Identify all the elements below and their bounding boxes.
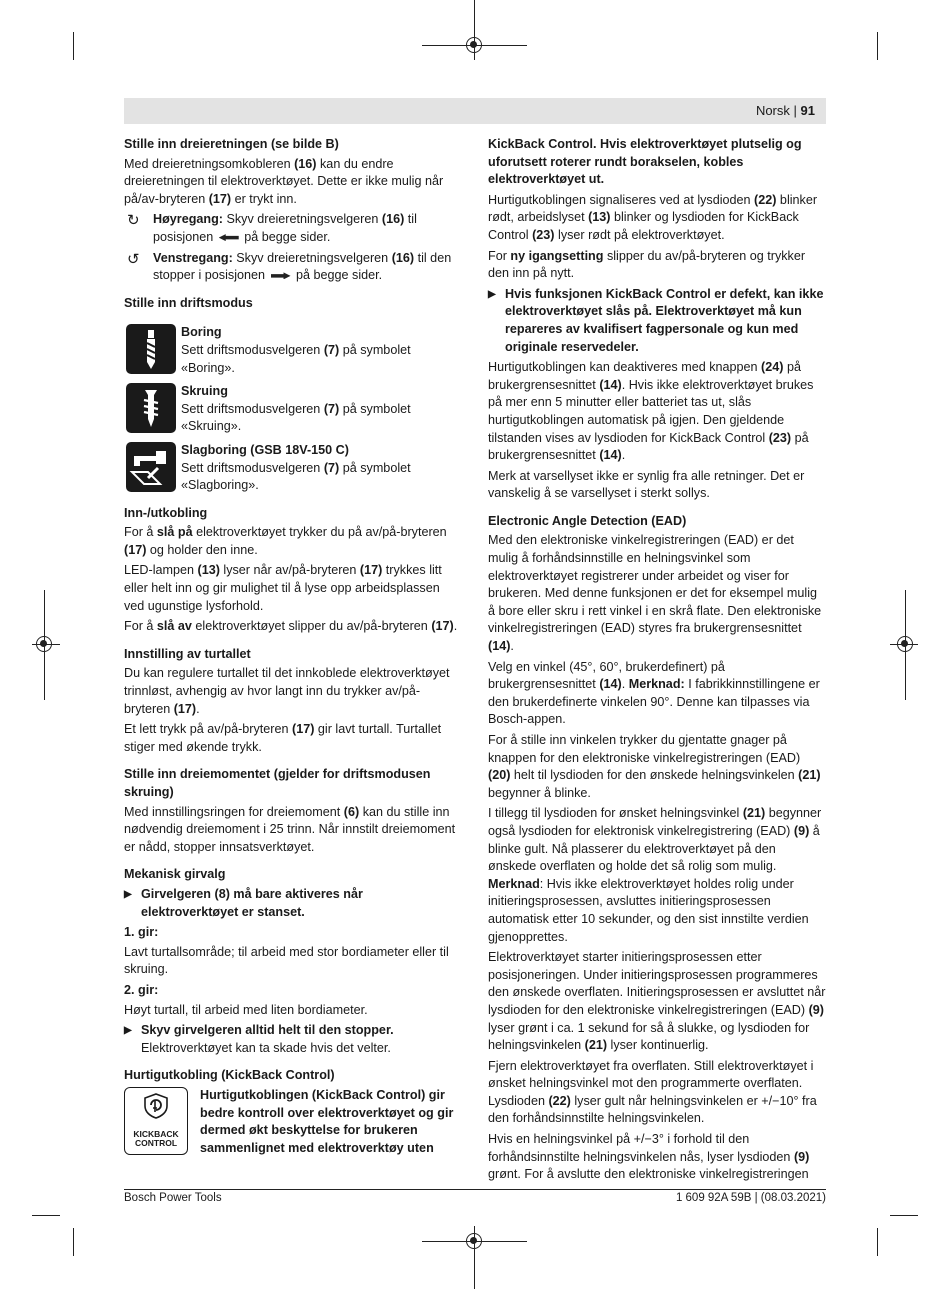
warning-bullet [124, 1022, 461, 1057]
text-run: (9) [793, 1149, 810, 1164]
text-run: Elektroverktøyet starter initieringsprosessen etter posisjoneringen. Under initieringsprosessen programmeres den ønskede overflaten. Initieringsprosessen er avsluttet når lysdioden for den elektroniske vinkelregistreringen (EAD) [488, 950, 826, 1017]
kickback-control-icon [124, 1087, 188, 1155]
text-run: til den stopper i posisjonen [153, 250, 452, 283]
counterclockwise-rotation-icon: ↺ [127, 250, 140, 268]
crop-mark [73, 32, 74, 60]
text-run: . [453, 619, 458, 634]
paragraph [488, 732, 826, 802]
footer-doc-ref: 1 609 92A 59B | (08.03.2021) [675, 1192, 826, 1204]
footer-rule [124, 1189, 826, 1190]
text-run: . [621, 448, 626, 463]
paragraph: Merk at varsellyset ikke er synlig fra alle retninger. Det er vanskelig å se varsellyset i sterkt sollys. [488, 468, 805, 501]
text-run: er trykt inn. [231, 191, 297, 206]
text-run: (14) [599, 448, 622, 463]
kickback-block [124, 1087, 461, 1157]
text-run: Hvis en helningsvinkel på +/−3° i forhold til den forhåndsinnstilte helningsvinkelen nås, lyser lysdioden [488, 1132, 794, 1164]
text-run: Skyv dreieretningsvelgeren [222, 212, 382, 227]
text-run: (14) [599, 377, 622, 392]
text-run: (21) [584, 1038, 608, 1053]
text-run: (17) [292, 722, 315, 737]
text-run: (7) [323, 342, 340, 357]
text-run: (7) [323, 401, 340, 416]
text-run: Venstregang: [153, 250, 233, 265]
text-run: Skruing [181, 384, 228, 399]
gear-1-label: 1. gir: [124, 925, 159, 940]
text-run: kan du stille inn nødvendig dreiemoment i 25 trinn. Når innstilt dreiemoment er nådd, stopper innsatsverktøyet. [124, 804, 456, 854]
header-language: Norsk [755, 103, 790, 118]
text-run: (17) [173, 701, 197, 716]
paragraph [124, 804, 461, 857]
text-run: på begge sider. [292, 268, 383, 283]
text-run: kan du endre dreieretningen til elektroverktøyet. Dette er ikke mulig når på/av-bryteren [124, 156, 444, 206]
paragraph [488, 805, 826, 946]
text-run: (23) [532, 227, 555, 242]
text-run: : Hvis ikke elektroverktøyet holdes rolig under initieringsprosessen, avsluttes initieringsprosessen automatisk etter 10 sekunder, og den sist innstilte verdien gjenopprettes. [488, 876, 809, 944]
screw-icon [126, 383, 176, 433]
text-run: Skyv dreieretningsvelgeren [232, 250, 392, 265]
text-run: (17) [431, 619, 454, 634]
paragraph [124, 721, 461, 756]
page-header [756, 103, 815, 118]
text-run: (16) [381, 212, 405, 227]
text-run: ny igangsetting [510, 248, 604, 263]
paragraph [124, 156, 461, 209]
crop-mark [877, 32, 878, 60]
text-run: på symbolet «Slagboring». [181, 460, 411, 493]
text-run: Sett driftsmodusvelgeren [181, 342, 324, 357]
text-run: (9) [808, 1002, 824, 1017]
text-run: begynner også lysdioden for elektronisk vinkelregistrering (EAD) [488, 806, 822, 838]
paragraph [488, 1058, 826, 1128]
crop-mark [32, 1215, 60, 1216]
text-run: slå av [156, 619, 192, 634]
section-heading: Hurtigutkobling (KickBack Control) [124, 1068, 335, 1083]
text-run: på begge sider. [240, 229, 331, 244]
text-run: gir lavt turtall. Turtallet stiger med økende trykk. [124, 722, 442, 754]
section-heading: Stille inn dreieretningen (se bilde B) [124, 137, 339, 151]
gear-2-label: 2. gir: [124, 982, 159, 997]
paragraph [488, 659, 826, 729]
drill-bit-icon [126, 324, 176, 374]
text-run: . [510, 639, 514, 654]
text-run: Med dreieretningsomkobleren [124, 156, 295, 171]
text-run: (13) [588, 210, 611, 225]
text-run: (17) [124, 542, 147, 557]
text-run: (21) [742, 806, 766, 821]
section-heading: Stille inn driftsmodus [124, 295, 253, 310]
text-run: Høyregang: [153, 212, 223, 227]
text-run: Hurtigutkoblingen (KickBack Control) gir bedre kontroll over elektroverktøyet og gir dermed økt beskyttelse for brukeren sammenlignet med elektroverktøy uten [200, 1087, 454, 1155]
left-column [124, 136, 461, 1157]
hammer-drill-icon [126, 442, 176, 492]
text-run: (24) [761, 360, 784, 375]
text-run: (13) [197, 563, 220, 578]
text-run: blinker rødt, arbeidslyset [488, 192, 818, 225]
text-run: på brukergrensesnittet [488, 430, 809, 463]
text-run: blinker og lysdioden for KickBack Control [488, 210, 799, 242]
text-run: (14) [599, 677, 622, 692]
text-run: . [196, 701, 200, 716]
paragraph [488, 1131, 826, 1184]
text-run: CONTROL [134, 1137, 178, 1148]
paragraph: KickBack Control. Hvis elektroverktøyet plutselig og uforutsett roterer rundt borakselen, kobles elektroverktøyet ut. [488, 137, 802, 187]
right-rotation-item [124, 211, 461, 246]
text-run: lyser kontinuerlig. [607, 1038, 709, 1053]
paragraph [488, 248, 826, 283]
text-run: For å stille inn vinkelen trykker du gjentatte gnager på knappen for den elektroniske vinkelregistreringen (EAD) [488, 733, 801, 765]
text-run: I fabrikkinnstillingene er den brukerdefinerte vinkelen 90°. Denne kan tilpasses via Bosch-appen. [488, 677, 820, 727]
text-run: (7) [323, 460, 340, 475]
text-run: (20) [488, 768, 511, 783]
text-run: (17) [359, 563, 383, 578]
paragraph [124, 524, 461, 559]
text-run: Boring [181, 325, 222, 340]
text-run: Med innstillingsringen for dreiemoment [124, 804, 344, 819]
header-bar [124, 98, 826, 124]
paragraph [488, 532, 826, 655]
text-run: Fjern elektroverktøyet fra overflaten. Still elektroverktøyet i ønsket helningsvinkel mot den programmerte overflaten. Lysdioden [488, 1058, 814, 1108]
right-column [488, 136, 826, 1187]
text-run: (9) [793, 823, 810, 838]
text-run: For å [124, 525, 157, 540]
crop-mark [890, 1215, 918, 1216]
text-run: (21) [798, 768, 821, 783]
text-run: (23) [768, 430, 792, 445]
text-run: (17) [208, 191, 232, 206]
text-run: Hurtigutkoblingen signaliseres ved at lysdioden [488, 192, 755, 207]
warning-bullet: ▶ Hvis funksjonen KickBack Control er defekt, kan ikke elektroverktøyet slås på. Elektroverktøyet må kun repareres av kvalifisert fagpersonale og kun med originale reservedeler. [488, 286, 826, 356]
header-separator: | [793, 103, 797, 118]
paragraph [124, 562, 461, 615]
arrow-left-icon [219, 234, 239, 241]
text-run: (16) [294, 156, 317, 171]
text-run: Sett driftsmodusvelgeren [181, 401, 324, 416]
text-run: lyser grønt i ca. 1 sekund for så å slukke, og lysdioden for helningsvinkelen [488, 1020, 810, 1053]
text-run: helt til lysdioden for den ønskede helningsvinkelen [510, 768, 799, 783]
text-run: på symbolet «Boring». [181, 342, 411, 375]
text-run: I tillegg til lysdioden for ønsket helningsvinkel [488, 806, 743, 821]
text-run: (22) [548, 1093, 571, 1108]
paragraph: Lavt turtallsområde; til arbeid med stor bordiameter eller til skruing. [124, 944, 449, 977]
text-run: For å [124, 619, 157, 634]
text-run: Merknad: [628, 677, 685, 692]
text-run: på brukergrensesnittet [488, 360, 801, 392]
text-run: til posisjonen [153, 212, 417, 244]
text-run: Hurtigutkoblingen kan deaktiveres med knappen [488, 360, 762, 375]
text-run: grønt. For å avslutte den elektroniske vinkelregistreringen [488, 1167, 809, 1182]
section-heading: Innstilling av turtallet [124, 646, 251, 661]
paragraph [124, 665, 461, 718]
text-run: (16) [391, 250, 415, 265]
text-run: LED-lampen [124, 563, 198, 578]
text-run: For [488, 248, 511, 263]
text-run: Velg en vinkel (45°, 60°, brukerdefinert) på brukergrensesnittet [488, 659, 725, 692]
mode-impact-drilling [124, 442, 461, 495]
text-run: (14) [488, 639, 511, 654]
paragraph [488, 949, 826, 1055]
registration-mark-icon [466, 37, 482, 53]
text-run: lyser gult når helningsvinkelen er +/−10° fra den forhåndsinnstilte helningsvinkelen. [488, 1093, 817, 1126]
mode-drilling [124, 324, 461, 377]
text-run: slipper du av/på-bryteren og trykker den inn på nytt. [488, 248, 806, 281]
text-run: slå på [156, 525, 193, 540]
text-run: Merknad [488, 876, 540, 891]
clockwise-rotation-icon: ↻ [127, 212, 140, 230]
crop-mark [73, 1228, 74, 1256]
text-run: trykkes litt eller helt inn og gir mulighet til å lyse opp arbeidsplassen ved ugunstige lysforhold. [124, 563, 442, 613]
section-heading: Electronic Angle Detection (EAD) [488, 513, 687, 528]
crop-mark [877, 1228, 878, 1256]
text-run: (6) [343, 804, 360, 819]
text-run: . [621, 677, 629, 692]
warning-bullet: ▶ Girvelgeren (8) må bare aktiveres når elektroverktøyet er stanset. [124, 886, 461, 921]
registration-mark-icon [897, 636, 913, 652]
text-run: Sett driftsmodusvelgeren [181, 460, 324, 475]
footer-brand: Bosch Power Tools [124, 1192, 222, 1204]
paragraph [488, 359, 826, 465]
section-heading: Mekanisk girvalg [124, 867, 226, 882]
text-run: elektroverktøyet slipper du av/på-bryteren [191, 619, 432, 634]
text-run: Skyv girvelgeren alltid helt til den stopper. [141, 1023, 394, 1038]
registration-mark-icon [466, 1233, 482, 1249]
text-run: begynner å blinke. [488, 785, 591, 800]
paragraph: Høyt turtall, til arbeid med liten bordiameter. [124, 1002, 368, 1017]
left-rotation-item [124, 250, 461, 285]
section-heading: Inn-/utkobling [124, 505, 208, 520]
text-run: Slagboring (GSB 18V-150 C) [181, 442, 349, 457]
text-run: Elektroverktøyet kan ta skade hvis det velter. [141, 1040, 391, 1055]
section-heading: Stille inn dreiemomentet (gjelder for driftsmodusen skruing) [124, 767, 431, 799]
text-run: Et lett trykk på av/på-bryteren [124, 722, 292, 737]
paragraph [124, 618, 461, 636]
text-run: lyser når av/på-bryteren [219, 563, 360, 578]
text-run: på symbolet «Skruing». [181, 401, 411, 434]
text-run: lyser rødt på elektroverktøyet. [554, 227, 725, 242]
text-run: Du kan regulere turtallet til det innkoblede elektroverktøyet trinnløst, avhengig av hvor langt inn du trykker av/på-bryteren [124, 666, 450, 716]
text-run: (22) [754, 192, 777, 207]
paragraph [488, 192, 826, 245]
text-run: å blinke gult. Nå plasserer du elektroverktøyet på den ønskede overflaten og holde det så rolig som mulig. [488, 823, 820, 874]
text-run: og holder den inne. [146, 542, 258, 557]
mode-screwing [124, 383, 461, 436]
text-run: KICKBACK [133, 1128, 179, 1139]
page-number: 91 [800, 103, 815, 118]
text-run: Med den elektroniske vinkelregistreringen (EAD) er det mulig å forhåndsinnstille en helningsvinkel som elektroverktøyet registrerer under arbeidet og viser for brukeren. Med denne funksjonen er det for eksempel mulig å bore eller skru i rett vinkel i en skrå flate. Den elektroniske vinkelregistreringen (EAD) styres fra brukergrensesnittet [488, 533, 822, 636]
text-run: . Hvis ikke elektroverktøyet brukes på mer enn 5 minutter eller batteriet tas ut, slås hurtigutkoblingen automatisk på igjen. Den gjeldende tilstanden vises av lysdioden for KickBack Control [488, 377, 814, 445]
arrow-right-icon [271, 272, 291, 279]
text-run: elektroverktøyet trykker du på av/på-bryteren [192, 525, 447, 540]
registration-mark-icon [36, 636, 52, 652]
